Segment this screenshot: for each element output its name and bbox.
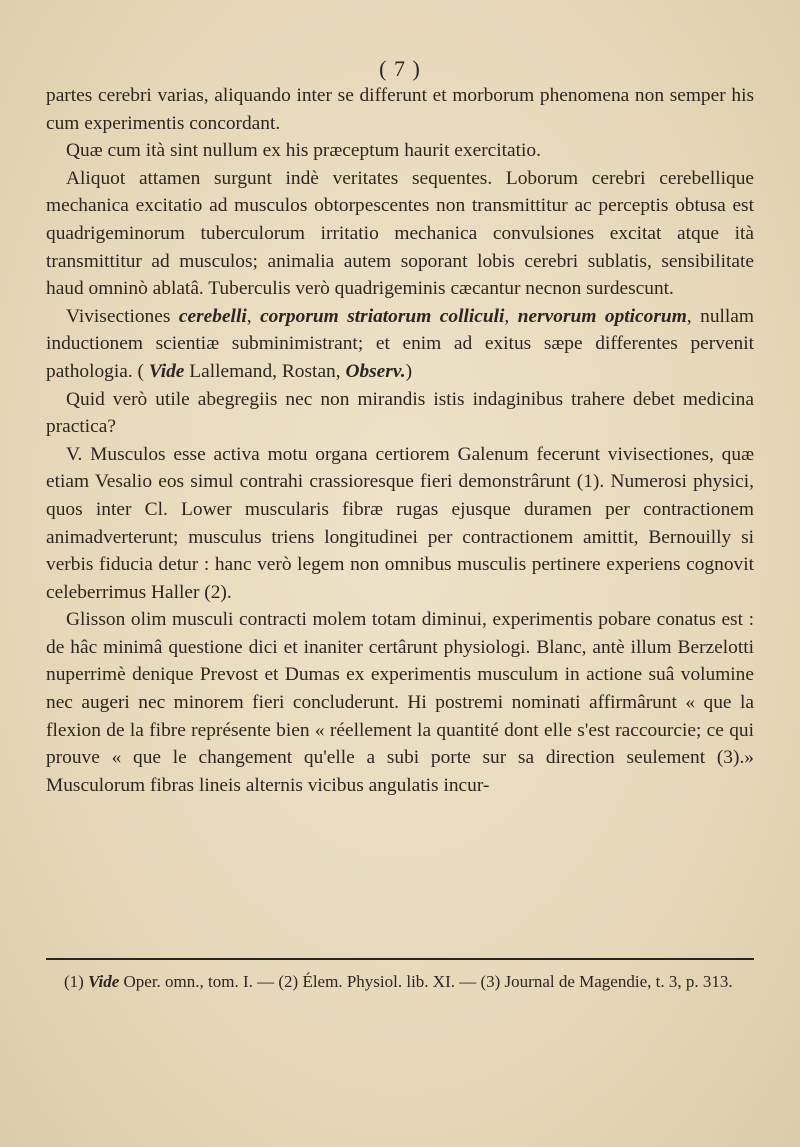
paragraph-3: Aliquot attamen surgunt indè veritates sequentes. Loborum cerebri cerebellique mechanica excitatio ad musculos obtorpescentes non transmittitur ac perceptis obtusa est quadrigeminorum tuberculorum irritatio mechanica convulsiones excitat atque ità transmittitur ad musculos; animalia autem soporant lobis cerebri sublatis, sensibilitate haud omninò ablatâ. Tuberculis verò quadrigeminis cæcantur necnon surdescunt. [46,167,754,300]
p4-italic-observ: Observ. [345,360,406,382]
footnote-text-b: Oper. omn., tom. I. — (2) Élem. Physiol. lib. XI. — (3) Journal de Magendie, t. 3, p. 313. [119,972,733,991]
footnote-italic-vide: Vide [88,972,120,991]
page-number: ( 7 ) [379,56,421,81]
p4-text-d: , nullam inductionem scientiæ subminimistrant; et enim ad exitus sæpe differentes pervenit pathologia. ( [46,305,754,382]
footnote-line [46,970,754,994]
paragraph-5: Quid verò utile abegregiis nec non mirandis istis indaginibus trahere debet medicina practica? [46,388,754,438]
p4-italic-corporum: corporum striatorum colliculi [260,305,505,327]
footnote-text-a: (1) [64,972,89,991]
paragraph-7: Glisson olim musculi contracti molem totam diminui, experimentis pobare conatus est : de hâc minimâ questione dici et inaniter certârunt physiologi. Blanc, antè illum Berzelotti nuperrimè denique Prevost et Dumas ex experimentis musculum in actione suâ volumine nec augeri nec minorem fieri concluderunt. Hi postremi nominati affirmârunt « que la flexion de la fibre représente bien « réellement la quantité dont elle s'est raccourcie; ce qui prouve « que le changement qu'elle a subi porte sur sa direction seulement (3).» Musculorum fibras lineis alternis vicibus angulatis incur- [46,609,754,796]
p4-italic-cerebelli: cerebelli [178,305,247,327]
p4-text-a: Vivisectiones [66,305,179,327]
p4-text-c: , [504,305,518,327]
footnote-divider [46,958,754,960]
p4-italic-nervorum: nervorum opticorum [517,305,687,327]
p4-text-f: ) [405,360,413,382]
p4-text-e: Lallemand, Rostan, [184,360,346,382]
p4-italic-vide: Vide [148,360,185,382]
p4-text-b: , [246,305,261,327]
body-text [46,82,754,799]
paragraph-2: Quæ cum ità sint nullum ex his præceptum haurit exercitatio. [66,140,541,162]
paragraph-6: V. Musculos esse activa motu organa certiorem Galenum fecerunt vivisectiones, quæ etiam Vesalio eos simul contrahi crassioresque fieri demonstrârunt (1). Numerosi physici, quos inter Cl. Lower muscularis fibræ rugas ejusque duramen per contractionem animadverterunt; musculus triens longitudinei per contractionem amittit, Bernouilly si verbis fiducia detur : hanc verò legem non omnibus musculis pertinere experiens cognovit celeberrimus Haller (2). [46,443,754,603]
footnotes [46,970,754,994]
paragraph-1: partes cerebri varias, aliquando inter se differunt et morborum phenomena non semper his cum experimentis concordant. [46,85,754,134]
paragraph-4 [46,303,754,386]
